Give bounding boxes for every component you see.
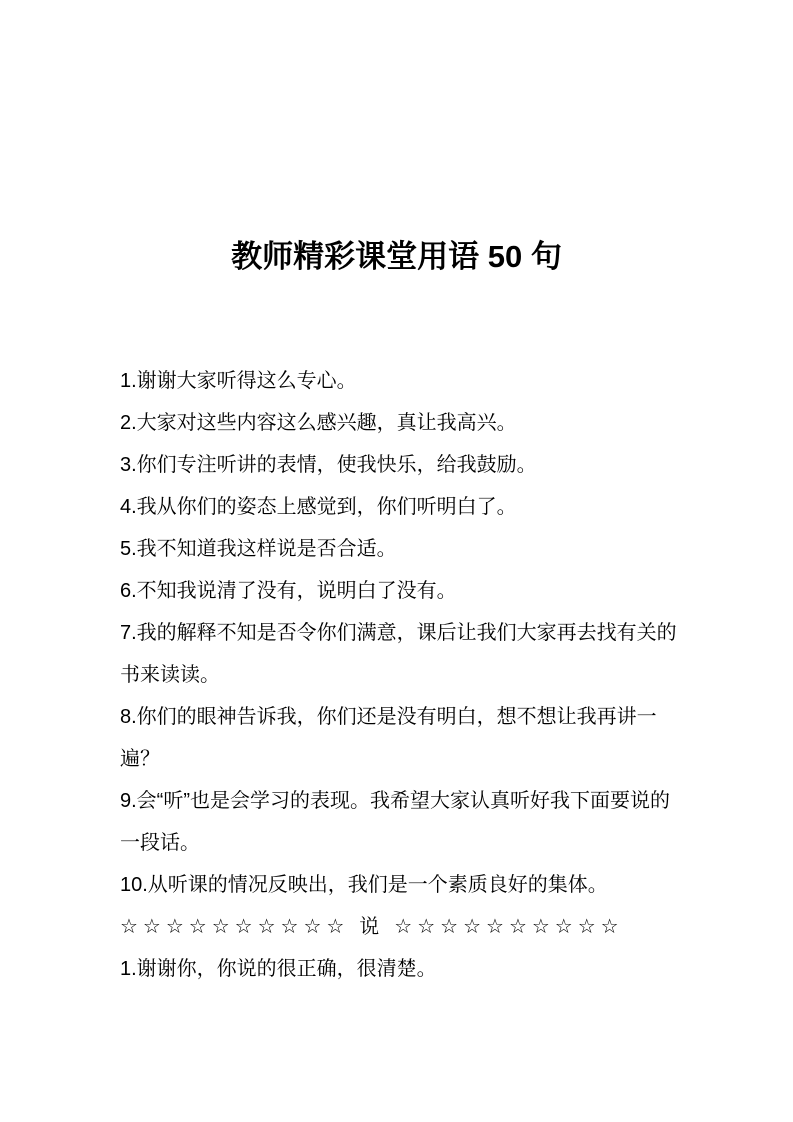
divider-label: 说 <box>359 916 385 938</box>
divider-stars-left-icon: ☆☆☆☆☆☆☆☆☆☆ <box>120 916 350 938</box>
phrase-item-8: 8.你们的眼神告诉我，你们还是没有明白，想不想让我再讲一遍？ <box>120 706 657 770</box>
phrase-item-7: 7.我的解释不知是否令你们满意，课后让我们大家再去找有关的书来读读。 <box>120 622 677 686</box>
phrase-item-9: 9.会“听”也是会学习的表现。我希望大家认真听好我下面要说的一段话。 <box>120 790 670 854</box>
phrase-item-say-1: 1.谢谢你，你说的很正确，很清楚。 <box>120 958 437 980</box>
phrase-item-2: 2.大家对这些内容这么感兴趣，真让我高兴。 <box>120 412 517 434</box>
phrase-item-6: 6.不知我说清了没有，说明白了没有。 <box>120 580 457 602</box>
phrase-item-10: 10.从听课的情况反映出，我们是一个素质良好的集体。 <box>120 874 608 896</box>
divider-stars-right-icon: ☆☆☆☆☆☆☆☆☆☆ <box>394 916 624 938</box>
section-divider <box>120 906 677 948</box>
phrase-item-3: 3.你们专注听讲的表情，使我快乐，给我鼓励。 <box>120 454 537 476</box>
phrase-item-1: 1.谢谢大家听得这么专心。 <box>120 370 357 392</box>
phrase-item-5: 5.我不知道我这样说是否合适。 <box>120 538 397 560</box>
phrase-item-4: 4.我从你们的姿态上感觉到，你们听明白了。 <box>120 496 517 518</box>
phrase-list <box>120 360 677 990</box>
document-title: 教师精彩课堂用语 50 句 <box>231 239 562 274</box>
